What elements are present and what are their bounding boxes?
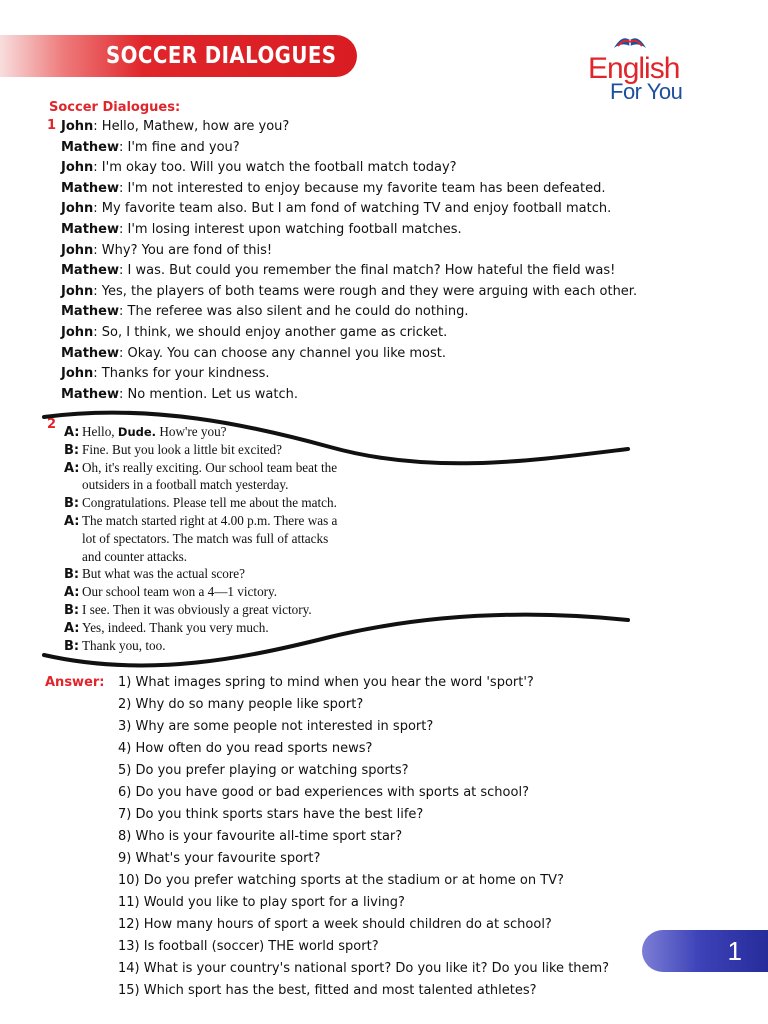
- speaker-name: A:: [64, 513, 80, 529]
- speaker-name: Mathew: [61, 139, 120, 155]
- dialogue-text: Oh, it's really exciting. Our school team beat the: [82, 459, 338, 475]
- dialogue-line: [61, 261, 701, 282]
- speaker-name: A:: [64, 425, 80, 440]
- dialogue-text: Fine. But you look a little bit excited?: [82, 441, 282, 457]
- dialogue-2-scan: [0, 405, 768, 675]
- dialogue-line: [66, 530, 396, 548]
- dialogue-line: [61, 241, 701, 262]
- question-item: 11) Would you like to play sport for a living?: [118, 895, 405, 910]
- question-item: 12) How many hours of sport a week should children do at school?: [118, 917, 552, 932]
- speaker-name: Mathew: [61, 386, 120, 402]
- question-item: 9) What's your favourite sport?: [118, 851, 321, 866]
- question-item: 14) What is your country's national sport? Do you like it? Do you like them?: [118, 961, 610, 976]
- speaker-name: A:: [64, 460, 80, 476]
- dialogue-line: [61, 282, 701, 303]
- dialogue-line: [66, 619, 396, 637]
- dialogue-line: [61, 158, 701, 179]
- speaker-name: John: [61, 119, 94, 134]
- question-item: 8) Who is your favourite all-time sport star?: [118, 829, 403, 844]
- dialogue-line: [66, 459, 396, 477]
- dialogue-text: But what was the actual score?: [82, 566, 245, 582]
- speaker-name: John: [61, 324, 94, 340]
- speaker-name: B:: [64, 638, 80, 654]
- dialogue-text: : I'm losing interest upon watching football matches.: [119, 221, 462, 237]
- dialogue-number-1: 1: [47, 118, 57, 133]
- dialogue-line: [61, 302, 701, 323]
- dialogue-line: [61, 117, 701, 138]
- dialogue-text: and counter attacks.: [82, 548, 188, 564]
- question-item: 5) Do you prefer playing or watching sports?: [118, 763, 409, 778]
- dialogue-2: [66, 423, 396, 654]
- speaker-name: John: [61, 283, 94, 299]
- question-item: 15) Which sport has the best, fitted and most talented athletes?: [118, 983, 537, 998]
- speaker-name: John: [61, 160, 94, 176]
- dialogue-text: Congratulations. Please tell me about the match.: [82, 495, 337, 511]
- dialogue-text: : Hello, Mathew, how are you?: [93, 119, 290, 134]
- dialogue-line: [61, 179, 701, 200]
- english-for-you-logo: [588, 30, 698, 106]
- dialogue-text: How're you?: [156, 424, 227, 439]
- dialogue-1: [61, 117, 701, 405]
- speaker-name: Mathew: [61, 345, 120, 361]
- dialogue-line: [61, 364, 701, 385]
- dialogue-line: [66, 476, 396, 494]
- dialogue-text: : No mention. Let us watch.: [119, 386, 299, 402]
- dialogue-line: [61, 344, 701, 365]
- dialogue-line: [61, 323, 701, 344]
- page-title: SOCCER DIALOGUES: [106, 43, 337, 69]
- dialogue-text: : My favorite team also. But I am fond of watching TV and enjoy football match.: [93, 201, 612, 217]
- question-item: 4) How often do you read sports news?: [118, 741, 373, 756]
- dialogue-text: Hello,: [82, 424, 118, 439]
- dialogue-text: : The referee was also silent and he could do nothing.: [119, 304, 469, 320]
- dialogue-line: [66, 512, 396, 530]
- dialogue-text: I see. Then it was obviously a great victory.: [82, 601, 312, 617]
- question-item: 3) Why are some people not interested in sport?: [118, 719, 434, 734]
- dialogue-text: : Thanks for your kindness.: [93, 366, 270, 382]
- dialogue-line: [61, 199, 701, 220]
- dialogue-text: outsiders in a football match yesterday.: [82, 477, 289, 493]
- speaker-name: B:: [64, 442, 80, 458]
- question-item: 6) Do you have good or bad experiences with sports at school?: [118, 785, 529, 800]
- dialogue-line: [66, 601, 396, 619]
- dialogue-text: Yes, indeed. Thank you very much.: [82, 619, 269, 635]
- answer-label: Answer:: [45, 675, 105, 690]
- dialogue-line: [66, 494, 396, 512]
- dialogue-line: [61, 138, 701, 159]
- dialogue-text: lot of spectators. The match was full of attacks: [82, 530, 329, 546]
- dialogue-line: [66, 423, 396, 441]
- dialogue-text: : I was. But could you remember the final match? How hateful the field was!: [119, 263, 616, 279]
- speaker-name: Mathew: [61, 304, 120, 320]
- dialogue-text: : I'm fine and you?: [119, 139, 240, 155]
- question-item: 13) Is football (soccer) THE world sport?: [118, 939, 379, 954]
- speaker-name: Mathew: [61, 263, 120, 279]
- dialogue-line: [66, 548, 396, 566]
- question-item: 2) Why do so many people like sport?: [118, 697, 364, 712]
- dialogue-text: Our school team won a 4—1 victory.: [82, 584, 278, 600]
- dialogue-text: : Yes, the players of both teams were rough and they were arguing with each other.: [93, 283, 638, 299]
- section-heading: Soccer Dialogues:: [49, 100, 181, 115]
- speaker-name: Mathew: [61, 180, 120, 196]
- speaker-name: B:: [64, 567, 80, 583]
- book-icon: [610, 30, 650, 52]
- question-item: 7) Do you think sports stars have the best life?: [118, 807, 424, 822]
- dialogue-line: [66, 565, 396, 583]
- dialogue-line: [66, 583, 396, 601]
- logo-text-foryou: For You: [610, 79, 683, 104]
- question-list: [118, 672, 678, 1002]
- dialogue-text: Thank you, too.: [82, 637, 166, 653]
- speaker-name: John: [61, 201, 94, 217]
- logo-text-english: English: [588, 52, 680, 85]
- question-item: 1) What images spring to mind when you hear the word 'sport'?: [118, 675, 534, 690]
- dialogue-text: : So, I think, we should enjoy another game as cricket.: [93, 324, 448, 340]
- speaker-name: Mathew: [61, 221, 120, 237]
- dialogue-number-2: 2: [47, 417, 57, 432]
- dialogue-line: [61, 220, 701, 241]
- dialogue-text: : I'm okay too. Will you watch the football match today?: [93, 160, 457, 176]
- dialogue-line: [66, 637, 396, 655]
- speaker-name: A:: [64, 585, 80, 601]
- dialogue-line: [61, 385, 701, 406]
- dialogue-line: [66, 441, 396, 459]
- dialogue-text: : Why? You are fond of this!: [93, 242, 273, 258]
- dialogue-text: The match started right at 4.00 p.m. There was a: [82, 512, 338, 528]
- speaker-name: John: [61, 366, 94, 382]
- dialogue-text: : Okay. You can choose any channel you like most.: [119, 345, 447, 361]
- speaker-name: B:: [64, 496, 80, 512]
- speaker-name: John: [61, 242, 94, 258]
- question-item: 10) Do you prefer watching sports at the stadium or at home on TV?: [118, 873, 564, 888]
- dialogue-text: : I'm not interested to enjoy because my favorite team has been defeated.: [119, 180, 606, 196]
- speaker-name: B:: [64, 602, 80, 618]
- speaker-name: A:: [64, 620, 80, 636]
- page-number: 1: [727, 936, 742, 966]
- dialogue-text-emphasis: Dude.: [117, 425, 157, 439]
